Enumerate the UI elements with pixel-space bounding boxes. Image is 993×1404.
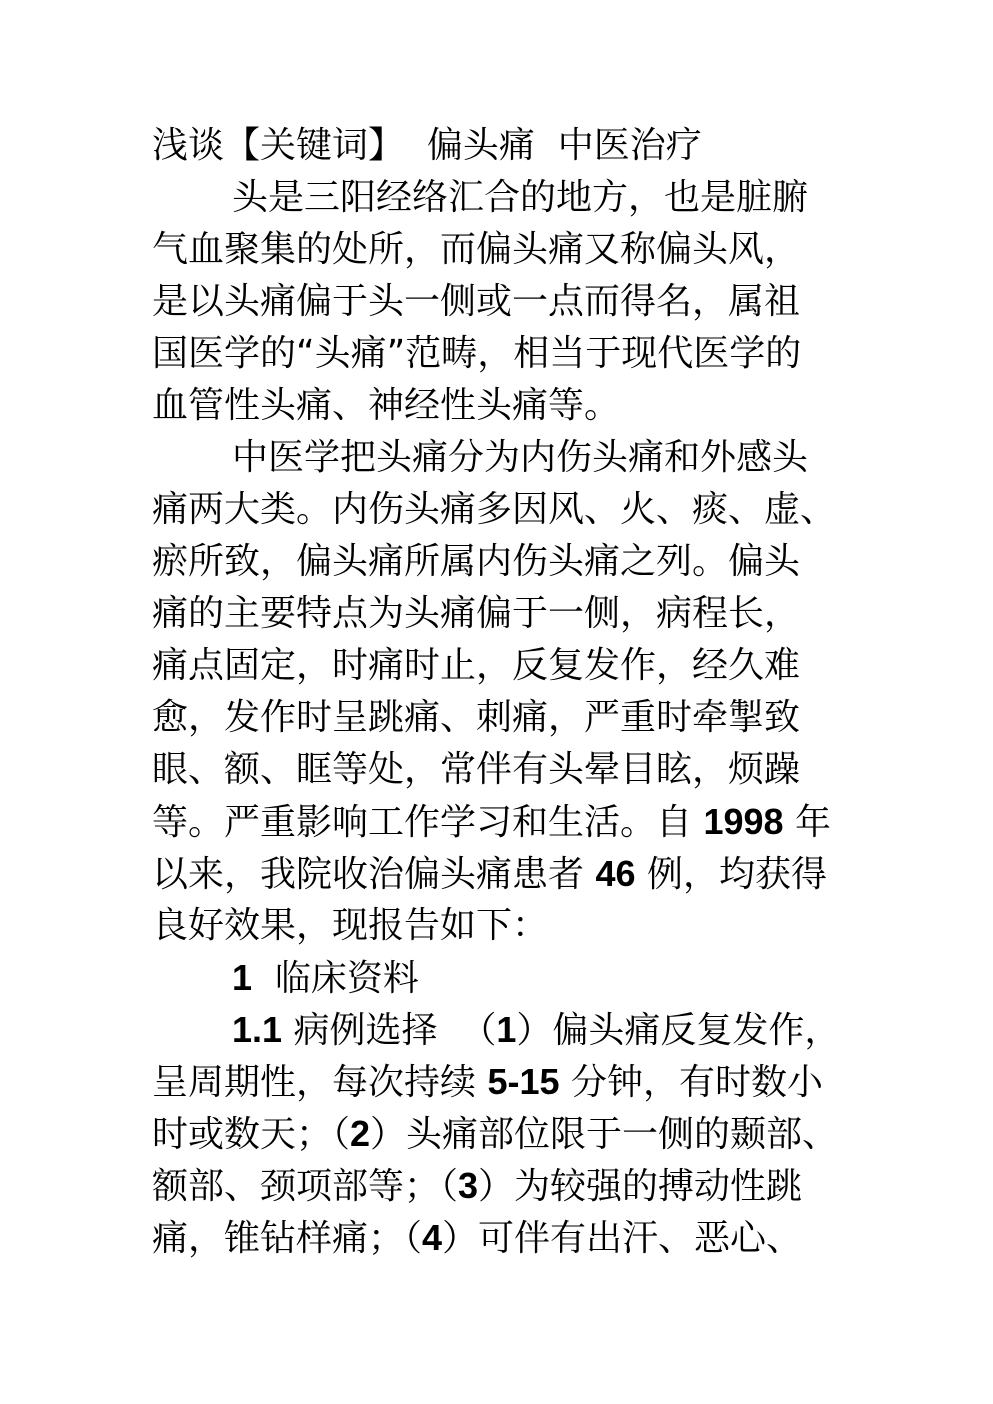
paragraph-2-line-4: 痛的主要特点为头痛偏于一侧，病程长， (152, 593, 801, 634)
subsection-1-1-line-2: 呈周期性，每次持续 5-15 分钟，有时数小 (152, 1061, 823, 1103)
paragraph-2-line-7: 眼、额、眶等处，常伴有头晕目眩，烦躁 (152, 749, 801, 790)
subsection-1-1-line-5: 痛，锥钻样痛；（4）可伴有出汗、恶心、 (152, 1217, 803, 1259)
paragraph-2-line-9: 以来，我院收治偏头痛患者 46 例，均获得 (152, 853, 827, 895)
paragraph-2-line-3: 瘀所致，偏头痛所属内伤头痛之列。偏头 (152, 541, 801, 582)
subsection-1-1-line-3: 时或数天；（2）头痛部位限于一侧的颞部、 (152, 1113, 839, 1155)
paragraph-2-line-1: 中医学把头痛分为内伤头痛和外感头 (232, 437, 809, 478)
paragraph-1-line-5: 血管性头痛、神经性头痛等。 (152, 385, 621, 426)
keywords-line: 浅谈【关键词】 偏头痛 中医治疗 (152, 125, 702, 166)
paragraph-2-line-10: 良好效果，现报告如下： (152, 905, 549, 946)
paragraph-2-line-5: 痛点固定，时痛时止，反复发作，经久难 (152, 645, 801, 686)
paragraph-2-line-2: 痛两大类。内伤头痛多因风、火、痰、虚、 (152, 489, 837, 530)
paragraph-1-line-3: 是以头痛偏于头一侧或一点而得名，属祖 (152, 281, 801, 322)
paragraph-1-line-1: 头是三阳经络汇合的地方，也是脏腑 (232, 177, 809, 218)
subsection-1-1-line-1: 1.1 病例选择 （1）偏头痛反复发作， (232, 1009, 841, 1051)
section-heading-clinical-data: 1 临床资料 (232, 957, 419, 999)
paragraph-2-line-6: 愈，发作时呈跳痛、刺痛，严重时牵掣致 (152, 697, 801, 738)
paragraph-1-line-2: 气血聚集的处所，而偏头痛又称偏头风， (152, 229, 801, 270)
subsection-1-1-line-4: 额部、颈项部等；（3）为较强的搏动性跳 (152, 1165, 803, 1207)
paragraph-2-line-8: 等。严重影响工作学习和生活。自 1998 年 (152, 801, 831, 843)
paragraph-1-line-4: 国医学的“头痛”范畴，相当于现代医学的 (152, 333, 802, 374)
